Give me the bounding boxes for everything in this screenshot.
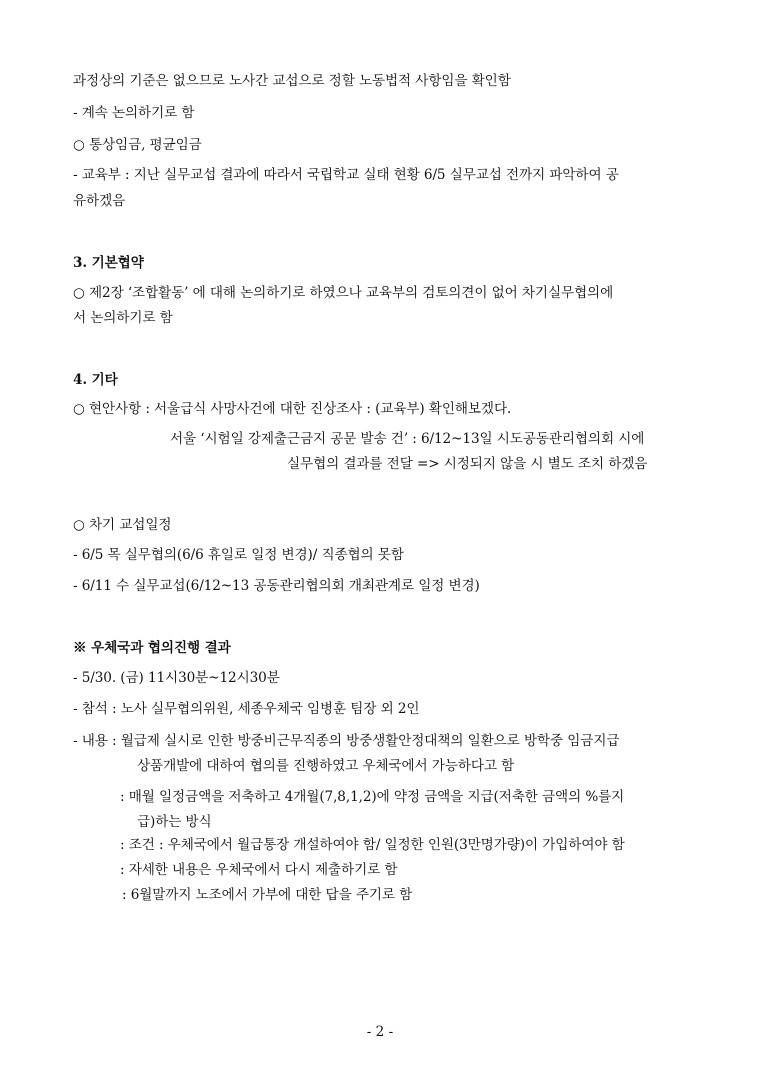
text-line: - 참석 : 노사 실무협의위원, 세종우체국 임병훈 팀장 외 2인 — [73, 701, 420, 717]
bullet-heading: ○ 차기 교섭일정 — [73, 517, 172, 533]
text-line: 서울 ‘시험일 강제출근금지 공문 발송 건’ : 6/12~13일 시도공동관리협의회 시에 — [170, 431, 645, 447]
text-line: 과정상의 기준은 없으므로 노사간 교섭으로 정할 노동법적 사항임을 확인함 — [73, 73, 511, 89]
section-title: 3. 기본협약 — [73, 255, 144, 271]
text-line: ○ 제2장 ‘조합활동’ 에 대해 논의하기로 하였으나 교육부의 검토의견이 없어 차기실무협의에 — [73, 285, 614, 301]
text-line: - 교육부 : 지난 실무교섭 결과에 따라서 국립학교 실태 현황 6/5 실무교섭 전까지 파악하여 공 — [73, 167, 619, 183]
detail-item: : 매월 일정금액을 저축하고 4개월(7,8,1,2)에 약정 금액을 지급(저축한 금액의 %를지 — [120, 789, 625, 805]
text-line: 실무협의 결과를 전달 => 시정되지 않을 시 별도 조치 하겠음 — [287, 456, 648, 472]
text-line: 서 논의하기로 함 — [73, 310, 173, 326]
section-title: ※ 우체국과 협의진행 결과 — [73, 640, 231, 656]
detail-item: : 6월말까지 노조에서 가부에 대한 답을 주기로 함 — [122, 887, 413, 903]
section-title: 4. 기타 — [73, 372, 118, 388]
text-line: - 5/30. (금) 11시30분~12시30분 — [73, 670, 280, 686]
text-line: - 계속 논의하기로 함 — [73, 105, 195, 121]
bullet-heading: ○ 통상임금, 평균임금 — [73, 137, 202, 153]
detail-item: : 조건 : 우체국에서 월급통장 개설하여야 함/ 일정한 인원(3만명가량)이 가입하여야 함 — [120, 837, 625, 853]
detail-item: 급)하는 방식 — [137, 814, 212, 830]
detail-item: : 자세한 내용은 우체국에서 다시 제출하기로 함 — [120, 862, 398, 878]
text-line: 유하겠음 — [73, 193, 126, 209]
schedule-item: - 6/11 수 실무교섭(6/12~13 공동관리협의회 개최관계로 일정 변경) — [73, 578, 480, 594]
text-line: - 내용 : 월급제 실시로 인한 방중비근무직종의 방중생활안정대책의 일환으로 방학중 임금지급 — [73, 733, 620, 749]
schedule-item: - 6/5 목 실무협의(6/6 휴일로 일정 변경)/ 직종협의 못함 — [73, 547, 404, 563]
text-line: 상품개발에 대하여 협의를 진행하였고 우체국에서 가능하다고 함 — [137, 758, 515, 774]
page-number: - 2 - — [366, 1024, 394, 1040]
text-line: ○ 현안사항 : 서울급식 사망사건에 대한 진상조사 : (교육부) 확인해보겠다. — [73, 401, 512, 417]
